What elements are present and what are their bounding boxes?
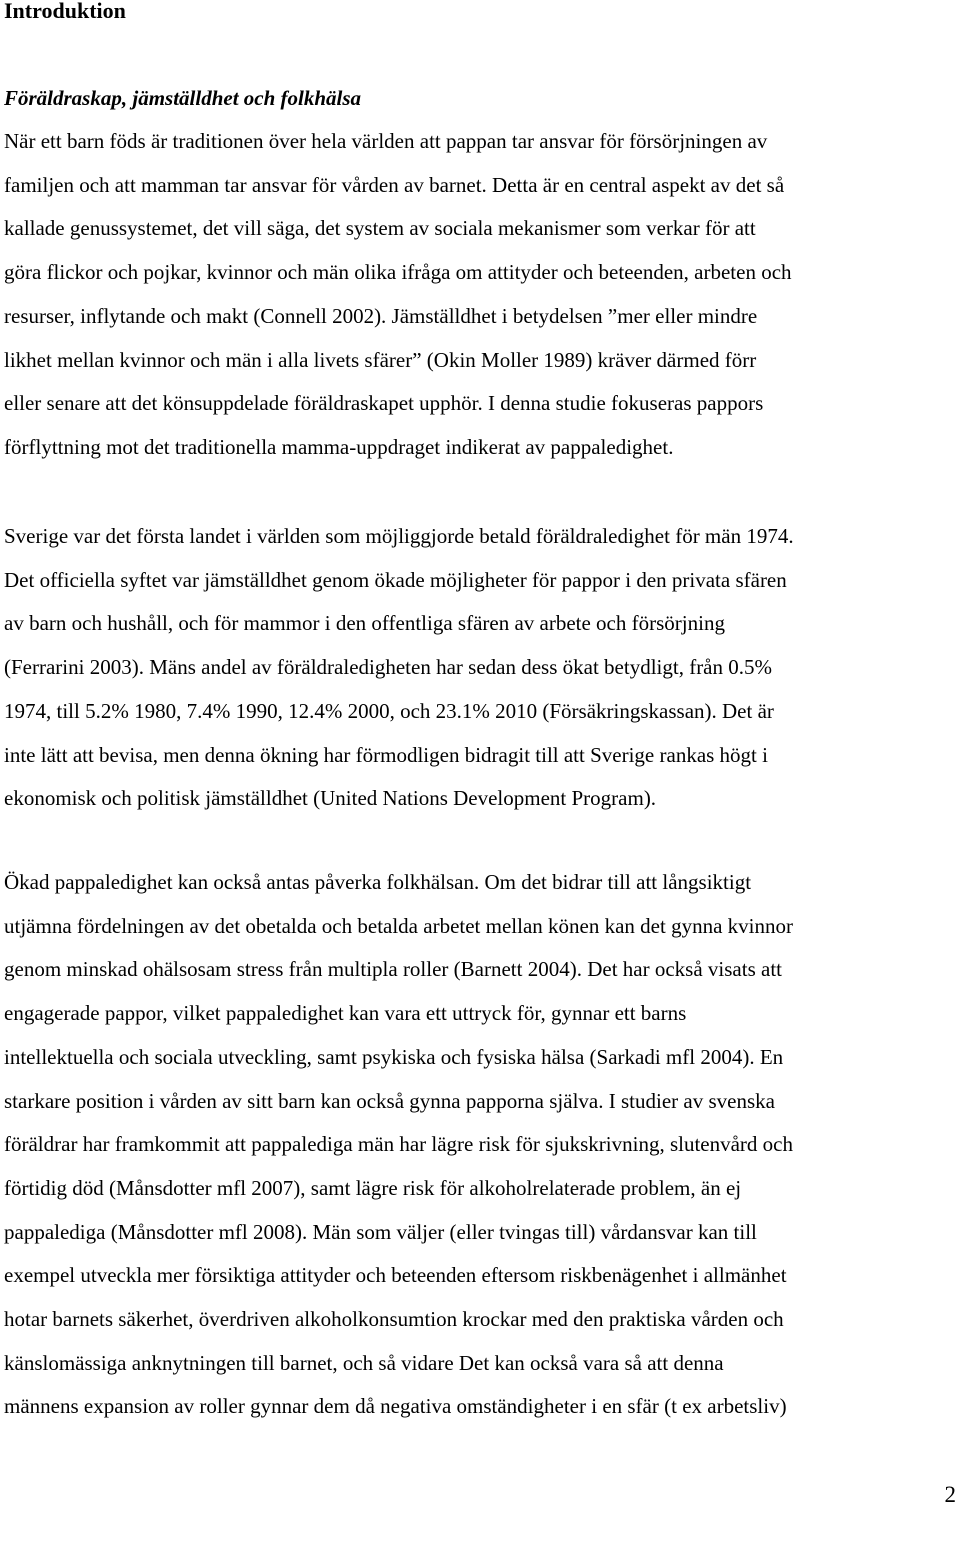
- paragraph-line: genom minskad ohälsosam stress från multipla roller (Barnett 2004). Det har också visats att: [4, 957, 782, 982]
- paragraph-line: känslomässiga anknytningen till barnet, och så vidare Det kan också vara så att denna: [4, 1350, 724, 1375]
- paragraph-line: Det officiella syftet var jämställdhet genom ökade möjligheter för pappor i den privata sfären: [4, 567, 787, 592]
- page-number: 2: [944, 1482, 956, 1507]
- paragraph-line: familjen och att mamman tar ansvar för vården av barnet. Detta är en central aspekt av det så: [4, 172, 785, 197]
- paragraph-line: av barn och hushåll, och för mammor i den offentliga sfären av arbete och försörjning: [4, 611, 725, 636]
- paragraph-2: [4, 515, 794, 821]
- paragraph-line: hotar barnets säkerhet, överdriven alkoholkonsumtion krockar med den praktiska vården och: [4, 1307, 784, 1332]
- paragraph-line: pappalediga (Månsdotter mfl 2008). Män som väljer (eller tvingas till) vårdansvar kan till: [4, 1219, 757, 1244]
- paragraph-line: Sverige var det första landet i världen som möjliggjorde betald föräldraledighet för män 1974.: [4, 524, 794, 548]
- paragraph-line: inte lätt att bevisa, men denna ökning har förmodligen bidragit till att Sverige rankas högt i: [4, 742, 768, 767]
- subsection-heading: Föräldraskap, jämställdhet och folkhälsa: [4, 86, 362, 110]
- paragraph-1: [4, 120, 792, 470]
- paragraph-line: Ökad pappaledighet kan också antas påverka folkhälsan. Om det bidrar till att långsiktigt: [4, 870, 752, 894]
- paragraph-line: förflyttning mot det traditionella mamma-uppdraget indikerat av pappaledighet.: [4, 434, 674, 459]
- paragraph-line: exempel utveckla mer försiktiga attityder och beteenden eftersom riskbenägenhet i allmänhet: [4, 1263, 787, 1288]
- section-heading: Introduktion: [4, 0, 126, 23]
- paragraph-line: intellektuella och sociala utveckling, samt psykiska och fysiska hälsa (Sarkadi mfl 2004). En: [4, 1044, 784, 1069]
- paragraph-line: engagerade pappor, vilket pappaledighet kan vara ett uttryck för, gynnar ett barns: [4, 1001, 687, 1026]
- paragraph-line: eller senare att det könsuppdelade föräldraskapet upphör. I denna studie fokuseras pappors: [4, 391, 764, 416]
- paragraph-line: starkare position i vården av sitt barn kan också gynna papporna själva. I studier av svenska: [4, 1088, 775, 1113]
- paragraph-line: göra flickor och pojkar, kvinnor och män olika ifråga om attityder och beteenden, arbeten och: [4, 260, 792, 285]
- paragraph-line: förtidig död (Månsdotter mfl 2007), samt lägre risk för alkoholrelaterade problem, än ej: [4, 1175, 742, 1200]
- paragraph-3: [4, 861, 793, 1429]
- paragraph-line: (Ferrarini 2003). Mäns andel av föräldraledigheten har sedan dess ökat betydligt, från 0.5%: [4, 655, 772, 680]
- paragraph-line: föräldrar har framkommit att pappalediga män har lägre risk för sjukskrivning, slutenvård och: [4, 1132, 793, 1157]
- paragraph-line: utjämna fördelningen av det obetalda och betalda arbetet mellan könen kan det gynna kvinnor: [4, 913, 793, 938]
- paragraph-line: När ett barn föds är traditionen över hela världen att pappan tar ansvar för försörjningen av: [4, 129, 768, 153]
- paragraph-line: 1974, till 5.2% 1980, 7.4% 1990, 12.4% 2000, och 23.1% 2010 (Försäkringskassan). Det är: [4, 698, 774, 723]
- paragraph-line: likhet mellan kvinnor och män i alla livets sfärer” (Okin Moller 1989) kräver därmed förr: [4, 347, 757, 372]
- paragraph-line: ekonomisk och politisk jämställdhet (United Nations Development Program).: [4, 786, 657, 811]
- paragraph-line: kallade genussystemet, det vill säga, det system av sociala mekanismer som verkar för att: [4, 216, 756, 241]
- paragraph-line: resurser, inflytande och makt (Connell 2002). Jämställdhet i betydelsen ”mer eller mindre: [4, 303, 758, 328]
- paragraph-line: männens expansion av roller gynnar dem då negativa omständigheter i en sfär (t ex arbetsliv): [4, 1394, 787, 1419]
